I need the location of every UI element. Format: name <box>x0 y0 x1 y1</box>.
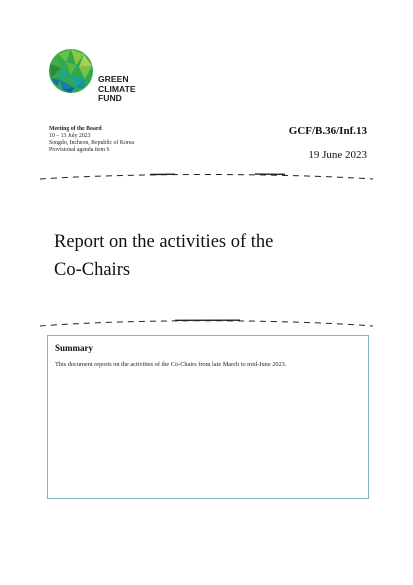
meeting-info <box>49 126 134 154</box>
meeting-title: Meeting of the Board <box>49 126 102 132</box>
logo-line-climate: CLIMATE <box>98 83 136 94</box>
meeting-location: Songdo, Incheon, Republic of Korea <box>49 140 135 146</box>
meeting-dates: 10 – 13 July 2023 <box>49 133 91 139</box>
summary-heading: Summary <box>55 343 93 353</box>
document-date: 19 June 2023 <box>308 149 367 161</box>
gcf-logo <box>48 48 148 104</box>
summary-text: This document reports on the activities of the Co-Chairs from late March to mid-June 2023. <box>55 361 287 368</box>
summary-box <box>47 335 369 499</box>
decorative-divider-top <box>40 171 373 181</box>
logo-wordmark <box>98 75 136 104</box>
document-symbol: GCF/B.36/Inf.13 <box>288 125 367 137</box>
decorative-divider-middle <box>40 317 373 327</box>
logo-line-fund: FUND <box>98 93 122 104</box>
logo-line-green: GREEN <box>98 74 129 84</box>
meeting-agenda-item: Provisional agenda item 6 <box>49 147 110 153</box>
document-title <box>54 228 374 284</box>
title-line-1: Report on the activities of the <box>54 232 274 252</box>
green-climate-fund-globe-icon <box>48 48 94 94</box>
title-line-2: Co-Chairs <box>54 260 131 280</box>
